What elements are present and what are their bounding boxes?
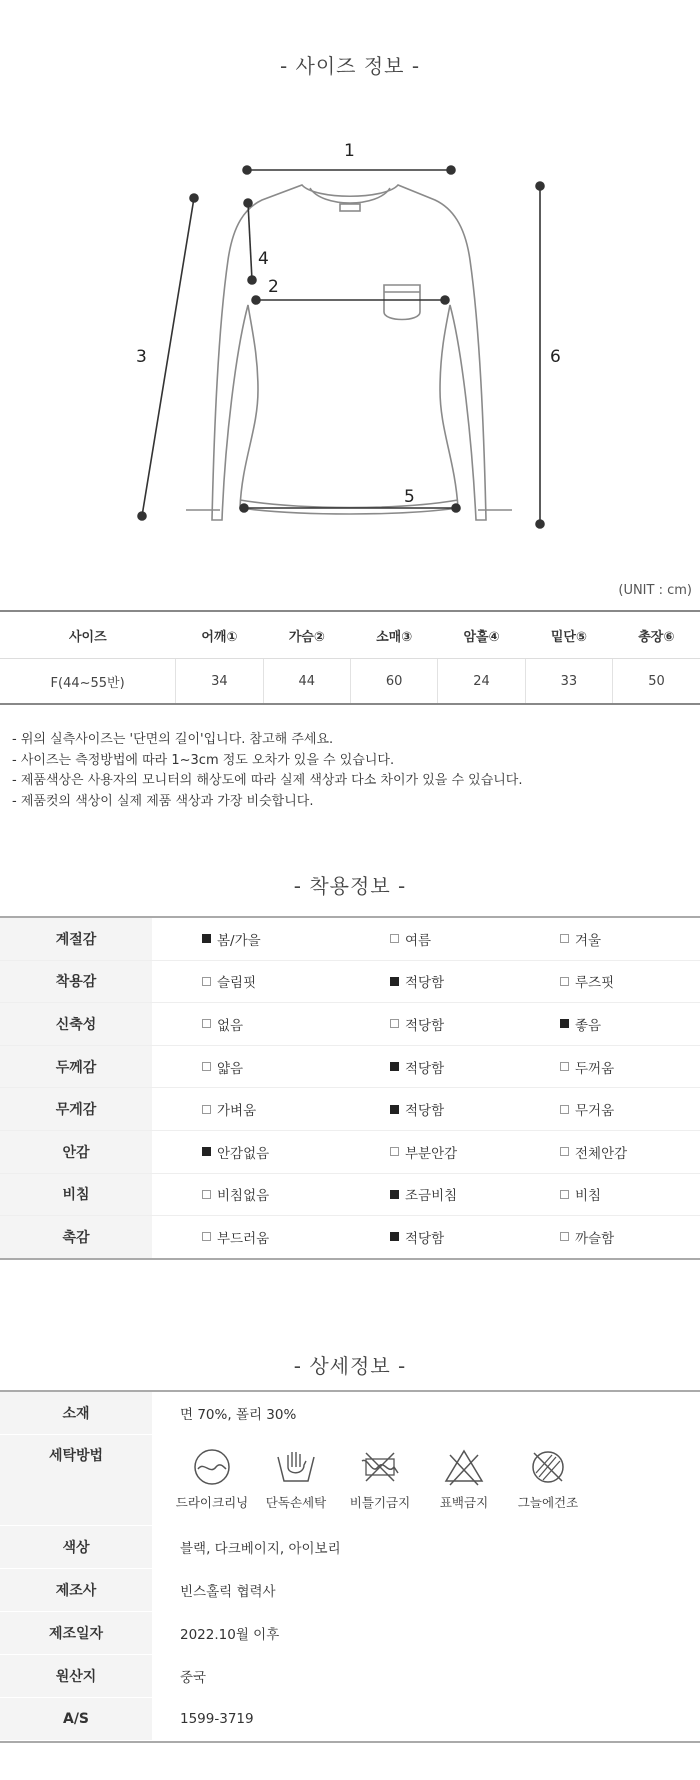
wash-label: 비틀기금지 bbox=[349, 1495, 411, 1510]
fit-option-label: 적당함 bbox=[405, 1230, 445, 1247]
sweater-outline-icon bbox=[186, 185, 512, 520]
cell-chest: 44 bbox=[263, 659, 350, 705]
fit-table bbox=[0, 916, 700, 1260]
detail-section-title: - 상세정보 - bbox=[293, 1354, 407, 1378]
col-sleeve: 소매③ bbox=[350, 611, 437, 659]
fit-label: 계절감 bbox=[0, 918, 152, 960]
wash-label: 그늘에건조 bbox=[517, 1495, 579, 1510]
fit-option bbox=[390, 1142, 457, 1162]
detail-label: 세탁방법 bbox=[0, 1435, 152, 1525]
unchecked-box-icon bbox=[202, 977, 211, 986]
unchecked-box-icon bbox=[202, 1190, 211, 1199]
detail-value: 중국 bbox=[180, 1670, 207, 1686]
unchecked-box-icon bbox=[202, 1105, 211, 1114]
detail-row-date bbox=[0, 1612, 700, 1655]
fit-label: 비침 bbox=[0, 1174, 152, 1216]
checked-box-icon bbox=[390, 1190, 399, 1199]
fit-option bbox=[560, 1099, 614, 1119]
detail-label: 색상 bbox=[0, 1526, 152, 1568]
no-wring-icon bbox=[358, 1447, 402, 1487]
wash-item bbox=[338, 1447, 422, 1525]
detail-row-color bbox=[0, 1526, 700, 1569]
fit-option bbox=[560, 971, 614, 991]
fit-row bbox=[0, 1003, 700, 1046]
fit-option-label: 두꺼움 bbox=[575, 1060, 615, 1077]
cell-size: F(44~55반) bbox=[0, 659, 176, 705]
fit-row bbox=[0, 918, 700, 961]
wash-label: 단독손세탁 bbox=[265, 1495, 327, 1510]
fit-option-label: 루즈핏 bbox=[575, 975, 615, 992]
diagram-label-5: 5 bbox=[404, 487, 415, 507]
fit-option bbox=[202, 1142, 269, 1162]
fit-option-label: 적당함 bbox=[405, 1103, 445, 1120]
checked-box-icon bbox=[560, 1019, 569, 1028]
detail-row-origin bbox=[0, 1655, 700, 1698]
fit-option-label: 전체안감 bbox=[575, 1145, 628, 1162]
unchecked-box-icon bbox=[560, 1190, 569, 1199]
fit-option bbox=[202, 1184, 269, 1204]
fit-row bbox=[0, 1046, 700, 1089]
col-armhole: 암홀④ bbox=[438, 611, 525, 659]
shade-dry-icon bbox=[526, 1447, 570, 1487]
detail-label: 제조사 bbox=[0, 1569, 152, 1611]
fit-label: 촉감 bbox=[0, 1216, 152, 1258]
size-diagram bbox=[0, 130, 700, 540]
fit-option bbox=[390, 971, 444, 991]
fit-row bbox=[0, 1131, 700, 1174]
no-bleach-icon bbox=[442, 1447, 486, 1487]
detail-label: 소재 bbox=[0, 1392, 152, 1434]
fit-option bbox=[390, 1184, 457, 1204]
dry-clean-icon bbox=[190, 1447, 234, 1487]
detail-label: A/S bbox=[0, 1698, 152, 1740]
diagram-label-3: 3 bbox=[136, 347, 147, 367]
fit-option-label: 가벼움 bbox=[217, 1103, 257, 1120]
col-size: 사이즈 bbox=[0, 611, 176, 659]
fit-section-title: - 착용정보 - bbox=[293, 874, 407, 898]
cell-sleeve: 60 bbox=[350, 659, 437, 705]
fit-option-label: 슬림핏 bbox=[217, 975, 257, 992]
fit-option bbox=[202, 1227, 269, 1247]
fit-option-label: 안감없음 bbox=[217, 1145, 270, 1162]
cell-hem: 33 bbox=[525, 659, 612, 705]
col-hem: 밑단⑤ bbox=[525, 611, 612, 659]
table-row bbox=[0, 659, 700, 705]
unchecked-box-icon bbox=[390, 1019, 399, 1028]
fit-row bbox=[0, 961, 700, 1004]
detail-value: 면 70%, 폴리 30% bbox=[180, 1407, 297, 1423]
unchecked-box-icon bbox=[560, 1232, 569, 1241]
fit-label: 두께감 bbox=[0, 1046, 152, 1088]
fit-option bbox=[560, 1014, 601, 1034]
unchecked-box-icon bbox=[202, 1062, 211, 1071]
detail-row-maker bbox=[0, 1569, 700, 1612]
fit-option-label: 적당함 bbox=[405, 975, 445, 992]
unchecked-box-icon bbox=[202, 1232, 211, 1241]
fit-option-label: 조금비침 bbox=[405, 1188, 458, 1205]
wash-item bbox=[170, 1447, 254, 1525]
detail-row-wash bbox=[0, 1435, 700, 1526]
unchecked-box-icon bbox=[560, 934, 569, 943]
unchecked-box-icon bbox=[390, 934, 399, 943]
detail-row-as bbox=[0, 1698, 700, 1741]
fit-option bbox=[202, 929, 261, 949]
fit-label: 무게감 bbox=[0, 1088, 152, 1130]
fit-row bbox=[0, 1088, 700, 1131]
wash-icons bbox=[152, 1435, 590, 1525]
col-length: 총장⑥ bbox=[613, 611, 700, 659]
fit-option-label: 얇음 bbox=[217, 1060, 244, 1077]
fit-option-label: 적당함 bbox=[405, 1017, 445, 1034]
fit-option-label: 겨울 bbox=[575, 932, 602, 949]
fit-option bbox=[390, 1099, 444, 1119]
wash-item bbox=[422, 1447, 506, 1525]
cell-armhole: 24 bbox=[438, 659, 525, 705]
checked-box-icon bbox=[390, 1232, 399, 1241]
fit-option-label: 부분안감 bbox=[405, 1145, 458, 1162]
fit-row bbox=[0, 1216, 700, 1258]
fit-option-label: 비침 bbox=[575, 1188, 602, 1205]
wash-label: 표백금지 bbox=[439, 1495, 489, 1510]
fit-option bbox=[202, 971, 256, 991]
fit-option bbox=[560, 929, 601, 949]
fit-label: 안감 bbox=[0, 1131, 152, 1173]
detail-value: 빈스홀릭 협력사 bbox=[180, 1584, 276, 1600]
detail-table bbox=[0, 1390, 700, 1743]
fit-option bbox=[560, 1057, 614, 1077]
checked-box-icon bbox=[202, 934, 211, 943]
fit-option bbox=[560, 1142, 627, 1162]
measure-lines bbox=[138, 166, 544, 528]
size-table-header bbox=[0, 611, 700, 659]
fit-option-label: 적당함 bbox=[405, 1060, 445, 1077]
unchecked-box-icon bbox=[560, 977, 569, 986]
fit-option bbox=[202, 1057, 243, 1077]
unchecked-box-icon bbox=[390, 1147, 399, 1156]
fit-option-label: 없음 bbox=[217, 1017, 244, 1034]
unchecked-box-icon bbox=[560, 1105, 569, 1114]
size-notes bbox=[12, 730, 523, 812]
detail-label: 원산지 bbox=[0, 1655, 152, 1697]
checked-box-icon bbox=[202, 1147, 211, 1156]
wash-label: 드라이크리닝 bbox=[175, 1495, 249, 1510]
unit-label: (UNIT : cm) bbox=[618, 583, 692, 598]
fit-option bbox=[390, 929, 431, 949]
fit-option-label: 무거움 bbox=[575, 1103, 615, 1120]
fit-row bbox=[0, 1174, 700, 1217]
fit-label: 신축성 bbox=[0, 1003, 152, 1045]
note-line: - 제품컷의 색상이 실제 제품 색상과 가장 비슷합니다. bbox=[12, 793, 314, 809]
fit-option-label: 부드러움 bbox=[217, 1230, 270, 1247]
wash-item bbox=[506, 1447, 590, 1525]
size-table bbox=[0, 610, 700, 705]
cell-length: 50 bbox=[613, 659, 700, 705]
checked-box-icon bbox=[390, 977, 399, 986]
fit-label: 착용감 bbox=[0, 961, 152, 1003]
checked-box-icon bbox=[390, 1105, 399, 1114]
fit-option bbox=[560, 1184, 601, 1204]
detail-row-material bbox=[0, 1392, 700, 1435]
detail-value: 블랙, 다크베이지, 아이보리 bbox=[180, 1541, 341, 1557]
unchecked-box-icon bbox=[560, 1062, 569, 1071]
diagram-label-2: 2 bbox=[268, 277, 279, 297]
fit-option bbox=[390, 1227, 444, 1247]
note-line: - 위의 실측사이즈는 '단면의 길이'입니다. 참고해 주세요. bbox=[12, 732, 334, 747]
diagram-label-1: 1 bbox=[344, 141, 355, 161]
col-chest: 가슴② bbox=[263, 611, 350, 659]
checked-box-icon bbox=[390, 1062, 399, 1071]
cell-shoulder: 34 bbox=[176, 659, 263, 705]
note-line: - 제품색상은 사용자의 모니터의 해상도에 따라 실제 색상과 다소 차이가 있을 수 있습니다. bbox=[12, 773, 523, 788]
hand-wash-icon bbox=[274, 1447, 318, 1487]
note-line: - 사이즈는 측정방법에 따라 1~3cm 정도 오차가 있을 수 있습니다. bbox=[12, 752, 395, 768]
unchecked-box-icon bbox=[202, 1019, 211, 1028]
detail-value: 2022.10월 이후 bbox=[180, 1627, 280, 1643]
detail-label: 제조일자 bbox=[0, 1612, 152, 1654]
detail-value: 1599-3719 bbox=[180, 1711, 254, 1727]
fit-option-label: 까슬함 bbox=[575, 1230, 615, 1247]
diagram-label-4: 4 bbox=[258, 249, 269, 269]
fit-option-label: 좋음 bbox=[575, 1017, 602, 1034]
fit-option bbox=[390, 1057, 444, 1077]
fit-option bbox=[560, 1227, 614, 1247]
unchecked-box-icon bbox=[560, 1147, 569, 1156]
col-shoulder: 어깨① bbox=[176, 611, 263, 659]
fit-option bbox=[202, 1014, 243, 1034]
diagram-label-6: 6 bbox=[550, 347, 561, 367]
size-section-title: - 사이즈 정보 - bbox=[279, 54, 421, 78]
fit-option-label: 비침없음 bbox=[217, 1188, 270, 1205]
fit-option-label: 봄/가을 bbox=[217, 932, 261, 949]
fit-option bbox=[202, 1099, 256, 1119]
wash-item bbox=[254, 1447, 338, 1525]
fit-option-label: 여름 bbox=[405, 932, 432, 949]
fit-option bbox=[390, 1014, 444, 1034]
